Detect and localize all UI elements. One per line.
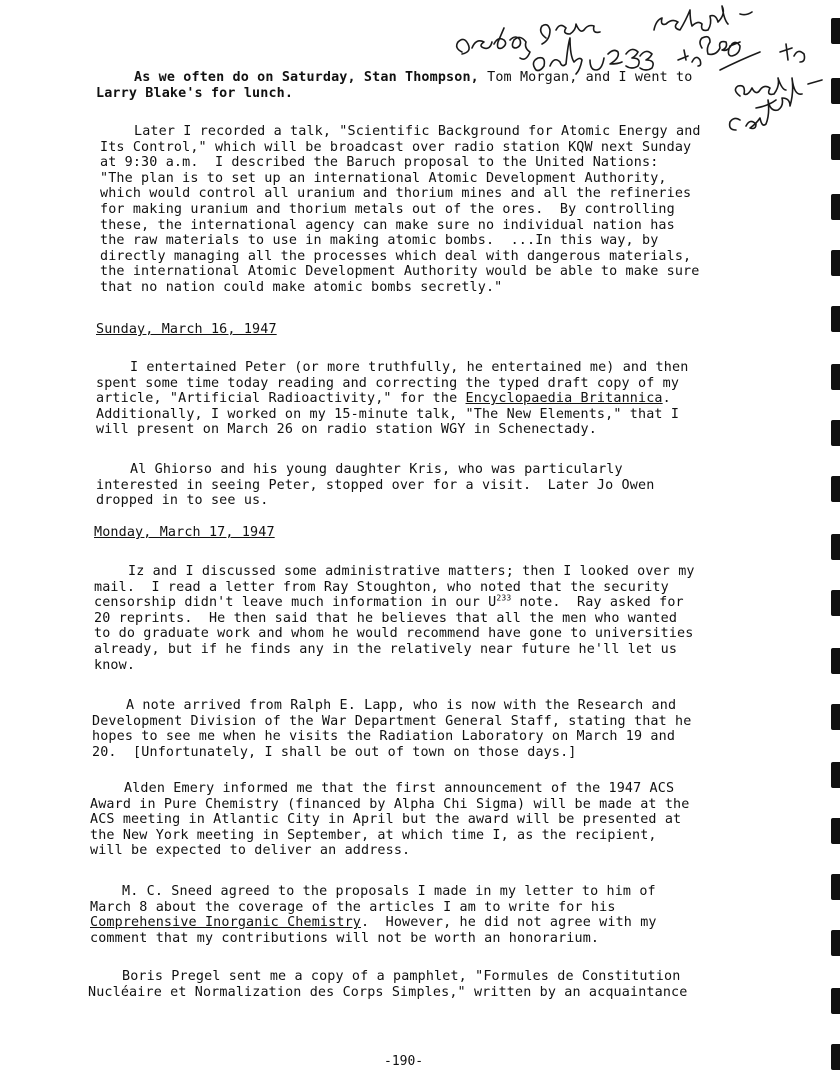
text-fragment: Tom Morgan, and I went to <box>478 70 693 85</box>
text-line: for making uranium and thorium metals out of the ores. By controlling <box>100 201 675 217</box>
paragraph-ghiorso <box>96 462 736 509</box>
text-line: Nucléaire et Normalization des Corps Simples," written by an acquaintance <box>88 984 688 1000</box>
text-line: mail. I read a letter from Ray Stoughton, who noted that the security <box>94 579 669 595</box>
text-line: Al Ghiorso and his young daughter Kris, who was particularly <box>130 462 623 477</box>
text-line: directly managing all the processes which deal with dangerous materials, <box>100 248 692 264</box>
text-line: Additionally, I worked on my 15-minute talk, "The New Elements," that I <box>96 406 680 422</box>
binding-hole <box>831 18 840 44</box>
date-heading-monday: Monday, March 17, 1947 <box>94 525 275 540</box>
binding-hole <box>831 818 840 844</box>
text-line: interested in seeing Peter, stopped over for a visit. Later Jo Owen <box>96 477 655 493</box>
text-line: dropped in to see us. <box>96 493 269 509</box>
text-fragment: article, "Artificial Radioactivity," for the <box>96 391 466 407</box>
text-line: the international Atomic Development Authority would be able to make sure <box>100 264 700 280</box>
paragraph-lapp <box>92 698 732 760</box>
bold-text: As we often do on Saturday, Stan Thompson, <box>134 70 479 85</box>
text-line: 20. [Unfortunately, I shall be out of town on those days.] <box>92 744 577 760</box>
text-line: March 8 about the coverage of the articles I am to write for his <box>90 899 616 915</box>
text-line: Award in Pure Chemistry (financed by Alpha Chi Sigma) will be made at the <box>90 796 690 812</box>
binding-hole <box>831 590 840 616</box>
binding-hole <box>831 250 840 276</box>
superscript: 233 <box>496 593 512 603</box>
binding-hole <box>831 534 840 560</box>
text-line: spent some time today reading and correcting the typed draft copy of my <box>96 375 680 391</box>
text-fragment: . However, he did not agree with my <box>361 915 657 931</box>
text-line: these, the international agency can make sure no individual nation has <box>100 217 675 233</box>
text-line: to do graduate work and whom he would recommend have gone to universities <box>94 626 694 642</box>
text-line: will be expected to deliver an address. <box>90 843 411 859</box>
binding-hole <box>831 648 840 674</box>
binding-hole <box>831 874 840 900</box>
paragraph-emery <box>90 781 730 859</box>
underlined-title: Comprehensive Inorganic Chemistry <box>90 915 361 931</box>
paragraph-iz-mail <box>94 564 734 673</box>
binding-hole <box>831 420 840 446</box>
text-fragment: censorship didn't leave much information in our U <box>94 595 497 611</box>
text-fragment: note. Ray asked for <box>511 595 684 611</box>
date-heading-sunday: Sunday, March 16, 1947 <box>96 322 277 337</box>
text-line: Development Division of the War Department General Staff, stating that he <box>92 713 692 729</box>
binding-hole <box>831 762 840 788</box>
binding-holes <box>826 0 840 1087</box>
paragraph-sneed <box>90 884 730 946</box>
text-line: Alden Emery informed me that the first announcement of the 1947 ACS <box>124 781 675 796</box>
binding-hole <box>831 704 840 730</box>
binding-hole <box>831 364 840 390</box>
text-line: comment that my contributions will not be worth an honorarium. <box>90 930 600 946</box>
paragraph-radio-talk <box>100 124 740 296</box>
text-line: Later I recorded a talk, "Scientific Background for Atomic Energy and <box>134 124 701 139</box>
text-line: Boris Pregel sent me a copy of a pamphlet, "Formules de Constitution <box>122 969 681 984</box>
text-line: that no nation could make atomic bombs secretly." <box>100 279 503 295</box>
text-line: already, but if he finds any in the relatively near future he'll let us <box>94 641 678 657</box>
binding-hole <box>831 930 840 956</box>
underlined-title: Encyclopaedia Britannica <box>465 391 663 407</box>
binding-hole <box>831 988 840 1014</box>
text-line: will present on March 26 on radio station WGY in Schenectady. <box>96 422 597 438</box>
paragraph-peter <box>96 360 736 438</box>
text-line: ACS meeting in Atlantic City in April but the award will be presented at <box>90 812 682 828</box>
text-line: know. <box>94 657 136 673</box>
paragraph-saturday-lunch <box>96 70 736 101</box>
text-line: the New York meeting in September, at which time I, as the recipient, <box>90 827 657 843</box>
binding-hole <box>831 78 840 104</box>
text-line: I entertained Peter (or more truthfully, he entertained me) and then <box>130 360 689 375</box>
text-line: the raw materials to use in making atomic bombs. ...In this way, by <box>100 233 659 249</box>
binding-hole <box>831 194 840 220</box>
paragraph-pregel <box>88 969 728 1000</box>
binding-hole <box>831 134 840 160</box>
text-line: which would control all uranium and thorium mines and all the refineries <box>100 186 692 202</box>
text-fragment: . <box>662 391 671 407</box>
binding-hole <box>831 306 840 332</box>
binding-hole <box>831 476 840 502</box>
text-line: Larry Blake's for lunch. <box>96 85 294 101</box>
text-line: "The plan is to set up an international Atomic Development Authority, <box>100 170 667 186</box>
text-line: M. C. Sneed agreed to the proposals I made in my letter to him of <box>122 884 656 899</box>
text-line: A note arrived from Ralph E. Lapp, who is now with the Research and <box>126 698 677 713</box>
text-line: Iz and I discussed some administrative matters; then I looked over my <box>128 564 695 579</box>
text-line: at 9:30 a.m. I described the Baruch proposal to the United Nations: <box>100 155 659 171</box>
binding-hole <box>831 1044 840 1070</box>
page-number: -190- <box>384 1054 424 1069</box>
text-line: hopes to see me when he visits the Radiation Laboratory on March 19 and <box>92 729 676 745</box>
text-line: 20 reprints. He then said that he believes that all the men who wanted <box>94 610 678 626</box>
text-line: Its Control," which will be broadcast over radio station KQW next Sunday <box>100 139 692 155</box>
